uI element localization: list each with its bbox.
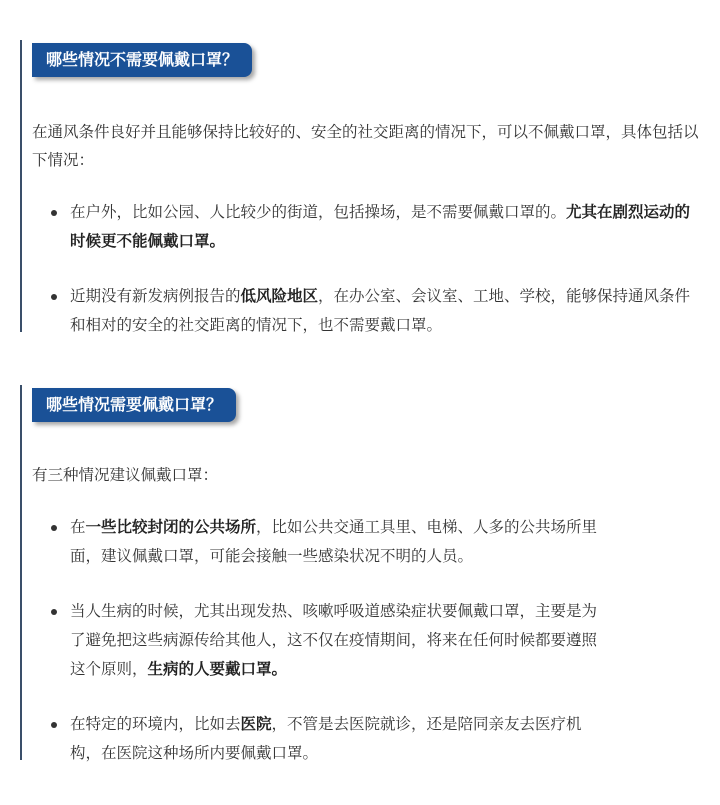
bullet-icon [51, 722, 57, 728]
item-emphasis: 一些比较封闭的公共场所 [85, 518, 257, 536]
item-emphasis: 低风险地区 [240, 287, 319, 305]
item-text: 在 [70, 518, 86, 536]
item-text: 在特定的环境内，比如去 [70, 715, 241, 733]
item-text: 当人生病的时候，尤其出现发热、咳嗽呼吸道感染症状要佩戴口罩，主要是为了避免把这些病源传给其他人，这不仅在疫情期间，将来在任何时候都要遵照这个原则， [70, 602, 598, 678]
item-emphasis: 生病的人要戴口罩。 [147, 660, 288, 678]
bullet-list [32, 198, 704, 340]
item-emphasis: 医院 [240, 715, 272, 733]
section-no-mask-needed [20, 40, 712, 332]
item-emphasis: 尤其在剧烈运动的时候更不能佩戴口罩。 [70, 203, 691, 250]
list-item [32, 710, 612, 768]
list-item [32, 198, 704, 256]
section-heading: 哪些情况需要佩戴口罩？ [32, 388, 236, 422]
section-intro: 有三种情况建议佩戴口罩： [32, 466, 219, 484]
list-item [32, 597, 612, 684]
item-text: 近期没有新发病例报告的 [70, 287, 241, 305]
bullet-icon [51, 609, 57, 615]
bullet-icon [51, 294, 57, 300]
section-heading: 哪些情况不需要佩戴口罩？ [32, 43, 252, 77]
section-mask-needed [20, 385, 712, 760]
item-text-end: ，在办公室、会议室、工地、学校，能够保持通风条件和相对的安全的社交距离的情况下，也不需要戴口罩。 [70, 287, 691, 334]
list-item [32, 282, 704, 340]
bullet-icon [51, 210, 57, 216]
list-item [32, 513, 612, 571]
item-text-end: ，比如公共交通工具里、电梯、人多的公共场所里面，建议佩戴口罩，可能会接触一些感染状况不明的人员。 [70, 518, 598, 565]
item-text-end: ，不管是去医院就诊，还是陪同亲友去医疗机构，在医院这种场所内要佩戴口罩。 [70, 715, 582, 762]
section-intro: 在通风条件良好并且能够保持比较好的、安全的社交距离的情况下，可以不佩戴口罩，具体包括以下情况： [32, 123, 699, 169]
item-text: 在户外，比如公园、人比较少的街道，包括操场，是不需要佩戴口罩的。 [70, 203, 567, 221]
bullet-icon [51, 525, 57, 531]
bullet-list [32, 513, 612, 768]
